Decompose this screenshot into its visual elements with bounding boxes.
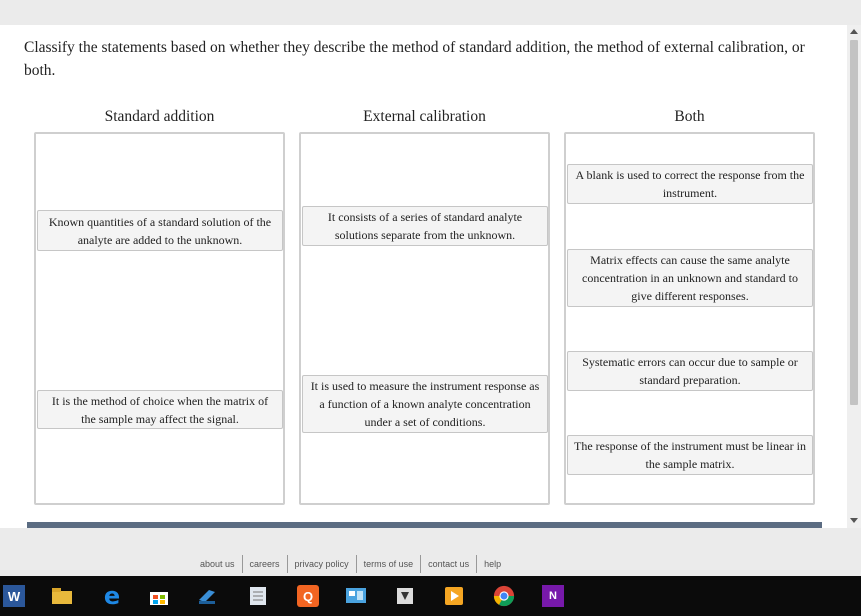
answer-card[interactable]: Matrix effects can cause the same analyte concentration in an unknown and standard to give different responses. <box>567 249 813 307</box>
answer-card[interactable]: It is the method of choice when the matrix of the sample may affect the signal. <box>37 390 283 429</box>
answer-card[interactable]: Systematic errors can occur due to sample or standard preparation. <box>567 351 813 391</box>
footer-link-contact[interactable]: contact us <box>420 555 476 573</box>
question-panel <box>0 25 847 528</box>
vertical-scrollbar[interactable] <box>847 25 861 528</box>
notepad-icon[interactable] <box>247 585 269 607</box>
drop-zone-both[interactable] <box>564 132 815 505</box>
control-panel-icon[interactable] <box>345 585 367 607</box>
column-title-standard-addition: Standard addition <box>104 108 215 125</box>
column-title-both: Both <box>674 108 705 125</box>
q-app-icon[interactable]: Q <box>297 585 319 607</box>
scroll-down-arrow-icon[interactable] <box>850 518 858 523</box>
answer-card[interactable]: It consists of a series of standard analyte solutions separate from the unknown. <box>302 206 548 246</box>
footer-link-careers[interactable]: careers <box>242 555 287 573</box>
drop-zone-standard-addition[interactable] <box>34 132 285 505</box>
footer <box>0 528 861 576</box>
answer-card[interactable]: A blank is used to correct the response from the instrument. <box>567 164 813 204</box>
column-title-external-calibration: External calibration <box>363 108 486 125</box>
word-icon[interactable]: W <box>3 585 25 607</box>
footer-link-help[interactable]: help <box>476 555 508 573</box>
media-icon[interactable] <box>394 585 416 607</box>
drop-zone-external-calibration[interactable] <box>299 132 550 505</box>
question-text: Classify the statements based on whether they describe the method of standard addition, the method of external calibration, or both. <box>24 39 805 79</box>
footer-link-terms[interactable]: terms of use <box>356 555 421 573</box>
footer-links <box>193 555 508 573</box>
answer-card[interactable]: It is used to measure the instrument response as a function of a known analyte concentration under a set of conditions. <box>302 375 548 433</box>
taskbar <box>0 576 861 616</box>
onenote-icon[interactable]: N <box>542 585 564 607</box>
scroll-up-arrow-icon[interactable] <box>850 29 858 34</box>
edge-icon[interactable]: e <box>103 582 121 610</box>
paint-icon[interactable] <box>197 585 219 607</box>
footer-link-about[interactable]: about us <box>200 559 235 569</box>
answer-card[interactable]: The response of the instrument must be linear in the sample matrix. <box>567 435 813 475</box>
file-explorer-icon[interactable] <box>51 585 73 607</box>
scroll-thumb[interactable] <box>850 40 858 405</box>
store-icon[interactable] <box>148 585 170 607</box>
footer-link-privacy[interactable]: privacy policy <box>287 555 356 573</box>
video-player-icon[interactable] <box>443 585 465 607</box>
answer-card[interactable]: Known quantities of a standard solution of the analyte are added to the unknown. <box>37 210 283 251</box>
chrome-icon[interactable] <box>493 585 515 607</box>
